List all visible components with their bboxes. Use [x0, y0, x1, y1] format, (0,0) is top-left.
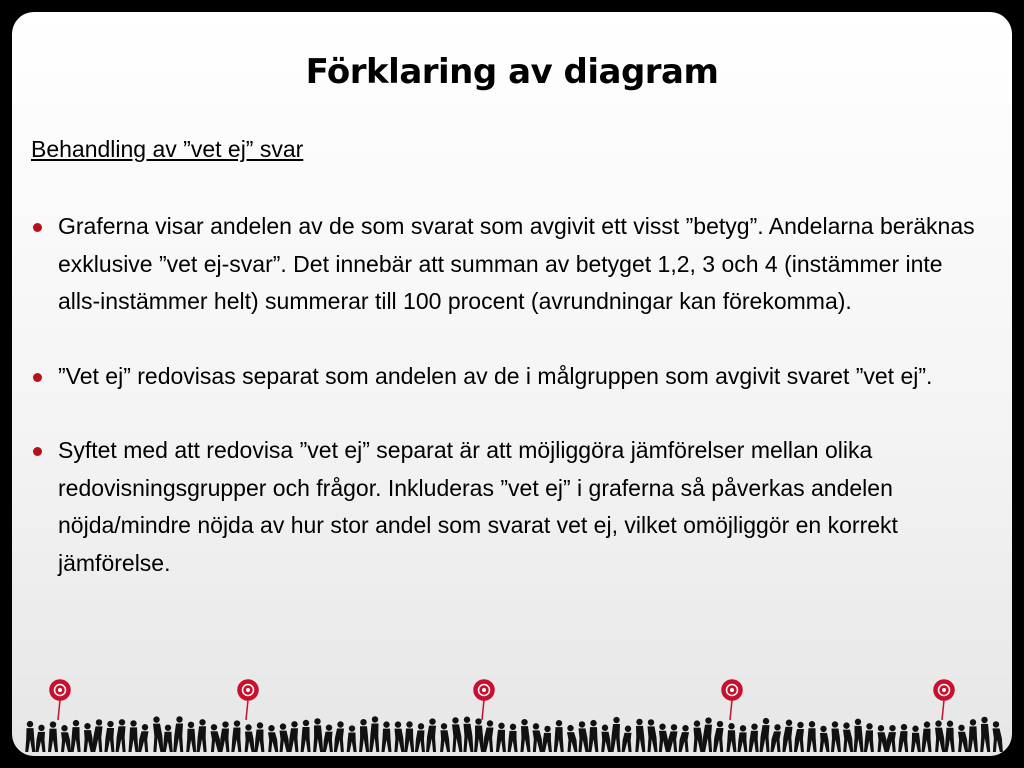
bullet-list: [31, 208, 991, 619]
slide-title: Förklaring av diagram: [305, 52, 719, 92]
target-icon: [50, 680, 70, 720]
bullet-text: Graferna visar andelen av de som svarat som avgivit ett visst ”betyg”. Andelarna beräknas exklusive ”vet ej-svar”. Det innebär att summan av betyget 1,2, 3 och 4 (instämmer inte alls-instämmer helt) summerar till 100 procent (avrundningar kan förekomma).: [58, 213, 975, 314]
bullet-item: [31, 358, 991, 396]
bullet-text: ”Vet ej” redovisas separat som andelen av de i målgruppen som avgivit svaret ”vet ej”.: [58, 362, 933, 389]
crowd-illustration-icon: [12, 676, 1012, 756]
bullet-icon: [33, 447, 42, 456]
bullet-icon: [33, 223, 42, 232]
target-icon: [934, 680, 954, 720]
bullet-icon: [33, 373, 42, 382]
target-icon: [722, 680, 742, 720]
target-icon: [238, 680, 258, 720]
bullet-text: Syftet med att redovisa ”vet ej” separat är att möjliggöra jämförelser mellan olika redovisningsgrupper och frågor. Inkluderas ”vet ej” i graferna så påverkas andelen nöjda/mindre nöjda av hur stor andel som svarat vet ej, vilket omöjliggör en korrekt jämförelse.: [58, 437, 898, 576]
target-icon: [474, 680, 494, 720]
bullet-item: [31, 432, 991, 582]
slide: [12, 12, 1012, 756]
subheading: Behandling av ”vet ej” svar: [31, 136, 304, 162]
bullet-item: [31, 208, 991, 321]
